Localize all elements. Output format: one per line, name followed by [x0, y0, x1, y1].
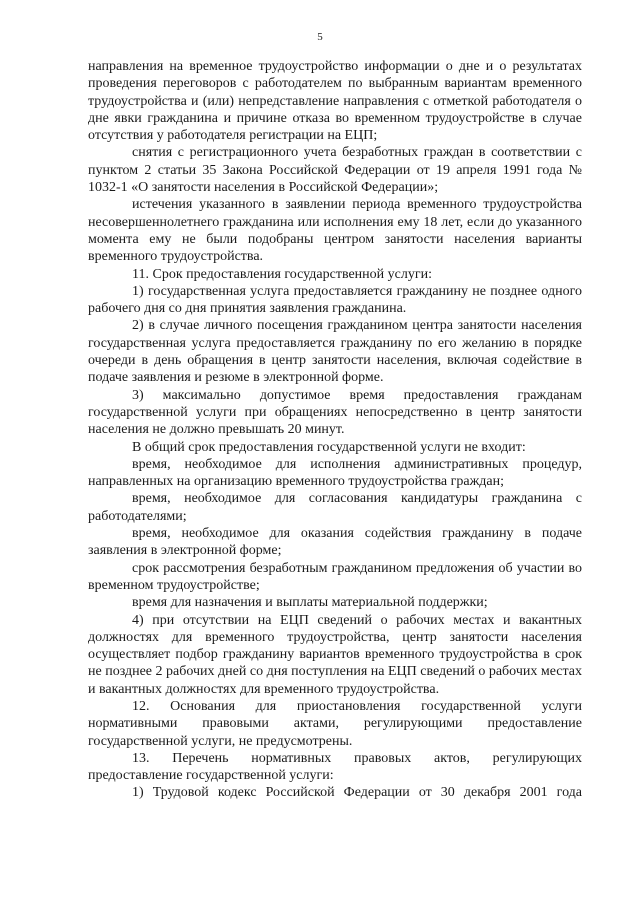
paragraph-item-3: 3) максимально допустимое время предоставления гражданам государственной услуги при обращениях непосредственно в центр занятости населения не должно превышать 20 минут.	[88, 387, 582, 438]
paragraph-item-1: 1) государственная услуга предоставляется гражданину не позднее одного рабочего дня со дня принятия заявления гражданина.	[88, 283, 582, 317]
paragraph-section-13: 13. Перечень нормативных правовых актов, регулирующих предоставление государственной услуги:	[88, 750, 582, 784]
paragraph-total-term: В общий срок предоставления государственной услуги не входит:	[132, 439, 526, 455]
paragraph-deregistration: снятия с регистрационного учета безработных граждан в соответствии с пунктом 2 статьи 35 Закона Российской Федерации от 19 апреля 1991 года № 1032-1 «О занятости населения в Российской Федерации»;	[88, 145, 582, 196]
paragraph-delivery-info: направления на временное трудоустройство информации о дне и о результатах проведения переговоров с работодателем по выбранным вариантам временного трудоустройства и (или) непредставление направления с отметкой работодателя о дне явки гражданина и причине отказа во временном трудоустройстве в случае отсутствия у работодателя регистрации на ЕЦП;	[88, 59, 582, 144]
paragraph-item-2: 2) в случае личного посещения гражданином центра занятости населения государственная услуга предоставляется гражданину по его желанию в порядке очереди в день обращения в центр занятости населения, включая содействие в подаче заявления и резюме в электронной форме.	[88, 318, 582, 386]
paragraph-labor-code: 1) Трудовой кодекс Российской Федерации от 30 декабря 2001 года	[132, 785, 582, 801]
paragraph-admin-procedures: время, необходимое для исполнения административных процедур, направленных на организацию временного трудоустройства граждан;	[88, 456, 582, 490]
document-body	[88, 58, 582, 802]
paragraph-section-12: 12. Основания для приостановления государственной услуги нормативными правовыми актами, регулирующими предоставление государственной услуги, не предусмотрены.	[88, 698, 582, 749]
page-number: 5	[317, 31, 323, 43]
paragraph-period-expiry: истечения указанного в заявлении периода временного трудоустройства несовершеннолетнего гражданина или исполнения ему 18 лет, если до указанного момента ему не были подобраны центром занятости населения варианты временного трудоустройства.	[88, 197, 582, 265]
paragraph-candidate-approval: время, необходимое для согласования кандидатуры гражданина с работодателями;	[88, 491, 582, 524]
paragraph-material-support: время для назначения и выплаты материальной поддержки;	[132, 595, 488, 611]
paragraph-section-11-heading: 11. Срок предоставления государственной услуги:	[132, 266, 432, 282]
paragraph-offer-review: срок рассмотрения безработным гражданином предложения об участии во временном трудоустройстве;	[88, 560, 582, 593]
paragraph-item-4: 4) при отсутствии на ЕЦП сведений о рабочих местах и вакантных должностях для временного трудоустройства, центр занятости населения осуществляет подбор гражданину вариантов временного трудоустройства в срок не позднее 2 рабочих дней со дня поступления на ЕЦП сведений о рабочих местах и вакантных должностях для временного трудоустройства.	[88, 612, 582, 697]
paragraph-electronic-assistance: время, необходимое для оказания содействия гражданину в подаче заявления в электронной форме;	[88, 526, 582, 559]
